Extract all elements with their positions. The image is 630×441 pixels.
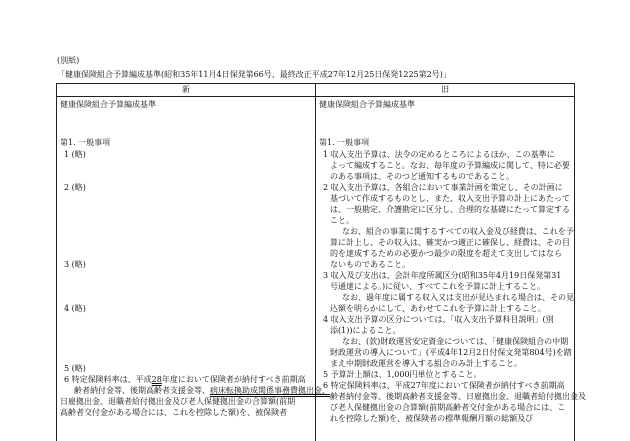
old-item-4-para-line-3: まえ中期財政運営を導入する組合のみ計上すること。 — [330, 359, 522, 368]
old-column — [316, 97, 586, 441]
old-section-heading: 第1. 一般事項 — [319, 138, 370, 147]
old-item-3-line-1: 3 収入及び支出は、会計年度所属区分(昭和35年4月19日保発第31 — [323, 271, 562, 280]
header-old: 旧 — [316, 84, 575, 97]
old-item-1-line-1: 1 収入支出予算は、法令の定めるところによるほか、この基準に — [323, 150, 555, 159]
old-item-4-para-line-1: なお、(款)財政運営安定資金については、「健康保険組合の中期 — [342, 337, 569, 346]
old-item-2-para-line-3: 的を達成するための必要かつ最少の限度を超えて支出してはなら — [330, 249, 562, 258]
old-item-2-para-line-2: 算に計上し、その収入は、確実かつ適正に確保し、経費は、その目 — [330, 238, 570, 247]
new-section-heading: 第1. 一般事項 — [60, 138, 111, 147]
old-item-3-para-line-2: 込額を明らかにして、あわせてこれを予算に計上すること。 — [330, 304, 546, 313]
new-item-1: 1 (略) — [64, 150, 86, 159]
new-item-6-line-3: 日雇拠出金、退職者給付拠出金及び老人保健拠出金の合算額(前期 — [60, 397, 296, 406]
new-title: 健康保険組合予算編成基準 — [60, 100, 156, 109]
old-item-3-line-2: 号通達による。)に従い、すべてこれを予算に計上すること。 — [330, 282, 545, 291]
header-row — [57, 84, 575, 97]
old-item-4-line-1: 4 収入支出予算の区分については、「収入支出予算科目説明」(別 — [323, 315, 554, 324]
old-item-1-line-2: よって編成すること。なお、毎年度の予算編成に関して、特に必要 — [330, 161, 570, 170]
old-item-2-para-line-1: なお、組合の事業に関するすべての収入金及び経費は、これを予 — [342, 227, 574, 236]
new-item-6-line-4: 高齢者交付金がある場合には、これを控除した額)を、被保険者 — [60, 408, 288, 417]
old-item-6-line-4: れを控除した額)を、被保険者の標準報酬月額の総額及び — [330, 414, 534, 423]
new-column — [57, 97, 330, 441]
old-item-2-line-4: こと。 — [330, 216, 354, 225]
old-item-3-para-line-1: なお、過年度に属する収入又は支出が見込まれる場合は、その見 — [342, 293, 574, 302]
old-item-4-line-2: 添(1))によること。 — [330, 326, 401, 335]
old-item-4-para-line-2: 財政運営の導入について」(平成4年12月2日付保文発第804号)を踏 — [330, 348, 572, 357]
old-item-2-line-2: 基づいて作成するものとし、また、収入支出予算の計上にあたって — [330, 194, 570, 203]
document-reference: 「健康保険組合予算編成基準(昭和35年11月4日保発第66号、最終改正平成27年12月25日保発1225第2号)」 — [57, 70, 451, 79]
new-item-6-line-2: 齢者納付金等、後期高齢者支援金等、病床転換助成関係事務費拠出金、 — [74, 386, 330, 395]
old-item-6-line-1: 6 特定保険料率は、平成27年度において保険者が納付すべき前期高 — [323, 381, 565, 390]
new-item-4: 4 (略) — [64, 304, 86, 313]
new-item-5: 5 (略) — [64, 364, 86, 373]
new-item-2: 2 (略) — [64, 183, 86, 192]
new-item-6-line-1: 6 特定保険料率は、平成28年度において保険者が納付すべき前期高 — [64, 375, 306, 384]
header-new: 新 — [57, 84, 316, 97]
note-label: (別紙) — [57, 56, 80, 65]
comparison-table — [56, 83, 586, 441]
old-item-6-line-2: 齢者納付金等、後期高齢者支援金等、日雇拠出金、退職者給付拠出金及 — [330, 392, 586, 401]
old-item-1-line-3: のある事項は、そのつど通知するものであること。 — [330, 172, 514, 181]
old-item-2-para-line-4: ないものであること。 — [330, 260, 410, 269]
content-row — [57, 97, 575, 441]
old-item-6-line-3: び老人保健拠出金の合算額(前期高齢者交付金がある場合には、こ — [330, 403, 566, 412]
old-item-5: 5 予算計上額は、1,000円単位とすること。 — [323, 370, 482, 379]
new-item-3: 3 (略) — [64, 260, 86, 269]
old-item-2-line-3: は、一般勘定、介護勘定に区分し、合理的な基礎にたって算定する — [330, 205, 570, 214]
old-title: 健康保険組合予算編成基準 — [319, 100, 415, 109]
old-item-2-line-1: 2 収入支出予算は、各組合において事業計画を策定し、その計画に — [323, 183, 563, 192]
